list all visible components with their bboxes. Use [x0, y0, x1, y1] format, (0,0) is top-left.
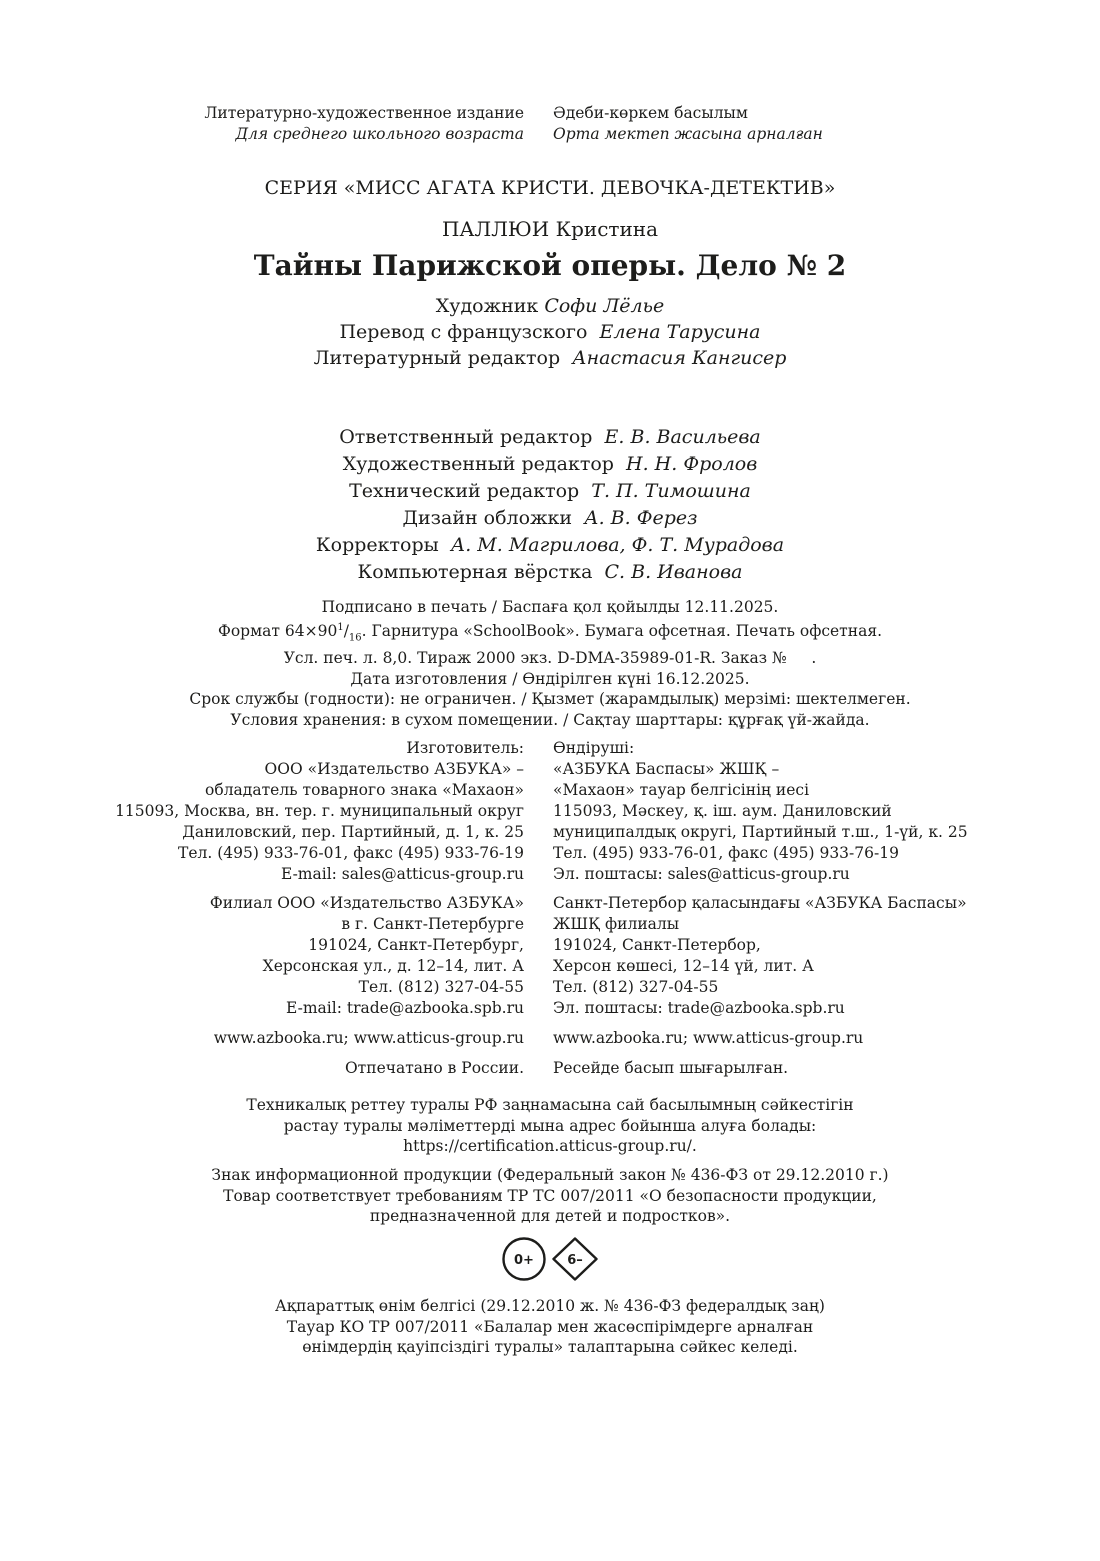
branch-line: Херсонская ул., д. 12–14, лит. А: [262, 957, 524, 975]
branch-line: Херсон көшесі, 12–14 үй, лит. А: [553, 957, 814, 975]
editor-person: А. В. Ферез: [584, 507, 698, 529]
manufacturer-line: 115093, Мәскеу, қ. іш. аум. Даниловский: [553, 802, 892, 820]
editor-role: Компьютерная вёрстка: [357, 561, 593, 583]
credit-person: Елена Тарусина: [599, 321, 761, 343]
branch-email: E-mail: trade@azbooka.spb.ru: [286, 999, 524, 1017]
editor-role: Ответственный редактор: [339, 426, 593, 448]
editor-line: [0, 559, 1100, 586]
manufacturer-ru: [0, 738, 553, 885]
law-line: предназначенной для детей и подростков».: [369, 1207, 731, 1225]
manufacturer-line: муниципалдық округі, Партийный т.ш., 1-үй, к. 25: [553, 823, 968, 841]
manufacturer-line: обладатель товарного знака «Махаон»: [205, 781, 524, 799]
websites-kz: www.azbooka.ru; www.atticus-group.ru: [553, 1029, 864, 1047]
format-slash: /: [343, 621, 349, 640]
manufacturer-line: «Махаон» тауар белгісінің иесі: [553, 781, 810, 799]
print-storage: Условия хранения: в сухом помещении. / Сақтау шарттары: құрғақ үй-жайда.: [230, 710, 870, 729]
book-title: Тайны Парижской оперы. Дело № 2: [253, 249, 847, 282]
kz-law-line: өнімдердің қауіпсіздігі туралы» талаптарына сәйкес келеді.: [302, 1338, 798, 1356]
edition-block: [0, 103, 1100, 145]
editor-role: Художественный редактор: [342, 453, 614, 475]
format-denominator: 16: [348, 631, 362, 643]
manufacturer-line: 115093, Москва, вн. тер. г. муниципальный округ: [115, 802, 524, 820]
credit-role: Литературный редактор: [313, 347, 561, 369]
branch-line: Тел. (812) 327-04-55: [553, 978, 719, 996]
print-format: [0, 618, 1100, 649]
editor-line: [0, 532, 1100, 559]
websites-ru: www.azbooka.ru; www.atticus-group.ru: [213, 1029, 524, 1047]
credit-line: [0, 293, 1100, 319]
certification-block: [0, 1095, 1100, 1157]
editor-person: Т. П. Тимошина: [591, 480, 751, 502]
credit-person: Софи Лёлье: [544, 295, 665, 317]
editor-person: С. В. Иванова: [604, 561, 743, 583]
info-law-block: [0, 1165, 1100, 1227]
manufacturer-line: Тел. (495) 933-76-01, факс (495) 933-76-19: [553, 844, 899, 862]
print-made-date: Дата изготовления / Өндірілген күні 16.12.2025.: [350, 669, 750, 688]
manufacturer-line: Изготовитель:: [406, 739, 524, 757]
format-prefix: Формат 64×90: [217, 621, 338, 640]
edition-type-ru: Литературно-художественное издание: [204, 104, 524, 122]
editor-person: Е. В. Васильева: [604, 426, 761, 448]
certification-line: Техникалық реттеу туралы РФ заңнамасына сай басылымның сәйкестігін: [246, 1096, 854, 1114]
branch-line: в г. Санкт-Петербурге: [341, 915, 524, 933]
branch-line: 191024, Санкт-Петербург,: [308, 936, 524, 954]
branch-line: ЖШҚ филиалы: [553, 915, 680, 933]
law-line: Знак информационной продукции (Федеральный закон № 436-ФЗ от 29.12.2010 г.): [211, 1166, 889, 1184]
branch-email: Эл. поштасы: trade@azbooka.spb.ru: [553, 999, 845, 1017]
print-service-life: Срок службы (годности): не ограничен. / Қызмет (жарамдылық) мерзімі: шектелмеген.: [189, 690, 911, 709]
age-badge-kz: 6–: [567, 1253, 583, 1268]
edition-age-ru: Для среднего школьного возраста: [235, 125, 524, 143]
branch-line: 191024, Санкт-Петербор,: [553, 936, 761, 954]
branch-block: [0, 893, 1100, 1019]
kz-law-line: Ақпараттық өнім белгісі (29.12.2010 ж. № 436-ФЗ федералдық заң): [275, 1297, 825, 1315]
manufacturer-line: ООО «Издательство АЗБУКА» –: [264, 760, 524, 778]
print-info-block: [0, 597, 1100, 730]
manufacturer-email: E-mail: sales@atticus-group.ru: [280, 865, 524, 883]
branch-line: Филиал ООО «Издательство АЗБУКА»: [209, 894, 524, 912]
edition-age-kz: Орта мектеп жасына арналған: [553, 125, 823, 143]
print-signed: Подписано в печать / Баспаға қол қойылды 12.11.2025.: [321, 598, 779, 616]
editors-block: [0, 424, 1100, 586]
credit-line: [0, 319, 1100, 345]
editor-role: Корректоры: [315, 534, 439, 556]
age-badges: [0, 1236, 1100, 1282]
editor-role: Дизайн обложки: [402, 507, 573, 529]
credit-line: [0, 345, 1100, 371]
format-suffix: . Гарнитура «SchoolBook». Бумага офсетная. Печать офсетная.: [361, 621, 883, 640]
book-author: ПАЛЛЮИ Кристина: [441, 217, 659, 241]
websites-block: [0, 1028, 1100, 1049]
series-title: СЕРИЯ «МИСС АГАТА КРИСТИ. ДЕВОЧКА-ДЕТЕКТИВ»: [264, 177, 836, 199]
law-line: Товар соответствует требованиям ТР ТС 007/2011 «О безопасности продукции,: [223, 1186, 877, 1205]
credit-role: Художник: [435, 295, 539, 317]
printed-in-block: [0, 1058, 1100, 1079]
credits-block: [0, 293, 1100, 371]
editor-person: Н. Н. Фролов: [626, 453, 758, 475]
branch-ru: [0, 893, 553, 1019]
editor-person: А. М. Магрилова, Ф. Т. Мурадова: [450, 534, 785, 556]
certification-line: растау туралы мәліметтерді мына адрес бойынша алуға болады:: [283, 1116, 817, 1135]
branch-kz: [553, 893, 1100, 1019]
printed-in-kz: Ресейде басып шығарылған.: [553, 1059, 789, 1077]
manufacturer-line: Тел. (495) 933-76-01, факс (495) 933-76-19: [178, 844, 524, 862]
editor-line: [0, 505, 1100, 532]
age-badge-ru: 0+: [514, 1253, 534, 1268]
credit-person: Анастасия Кангисер: [572, 347, 787, 369]
kz-law-block: [0, 1296, 1100, 1358]
manufacturer-line: «АЗБУКА Баспасы» ЖШҚ –: [553, 760, 780, 778]
printed-in-ru: Отпечатано в России.: [344, 1059, 524, 1077]
editor-line: [0, 424, 1100, 451]
branch-line: Тел. (812) 327-04-55: [358, 978, 524, 996]
manufacturer-line: Даниловский, пер. Партийный, д. 1, к. 25: [182, 823, 524, 841]
editor-line: [0, 478, 1100, 505]
branch-line: Санкт-Петербор қаласындағы «АЗБУКА Баспасы»: [553, 894, 967, 912]
editor-line: [0, 451, 1100, 478]
kz-law-line: Тауар КО ТР 007/2011 «Балалар мен жасөспірімдерге арналған: [286, 1317, 814, 1336]
format-numerator: 1: [337, 621, 344, 633]
manufacturer-email: Эл. поштасы: sales@atticus-group.ru: [553, 865, 850, 883]
credit-role: Перевод с французского: [339, 321, 588, 343]
age-diamond-icon: [551, 1236, 599, 1282]
editor-role: Технический редактор: [349, 480, 580, 502]
manufacturer-kz: [553, 738, 1100, 885]
edition-type-kz: Әдеби-көркем басылым: [553, 104, 748, 122]
age-circle-icon: [501, 1236, 547, 1282]
manufacturer-line: Өндіруші:: [553, 739, 635, 757]
print-sheets: Усл. печ. л. 8,0. Тираж 2000 экз. D-DMA-35989-01-R. Заказ № .: [283, 649, 817, 668]
certification-url: https://certification.atticus-group.ru/.: [403, 1137, 697, 1155]
manufacturer-block: [0, 738, 1100, 885]
